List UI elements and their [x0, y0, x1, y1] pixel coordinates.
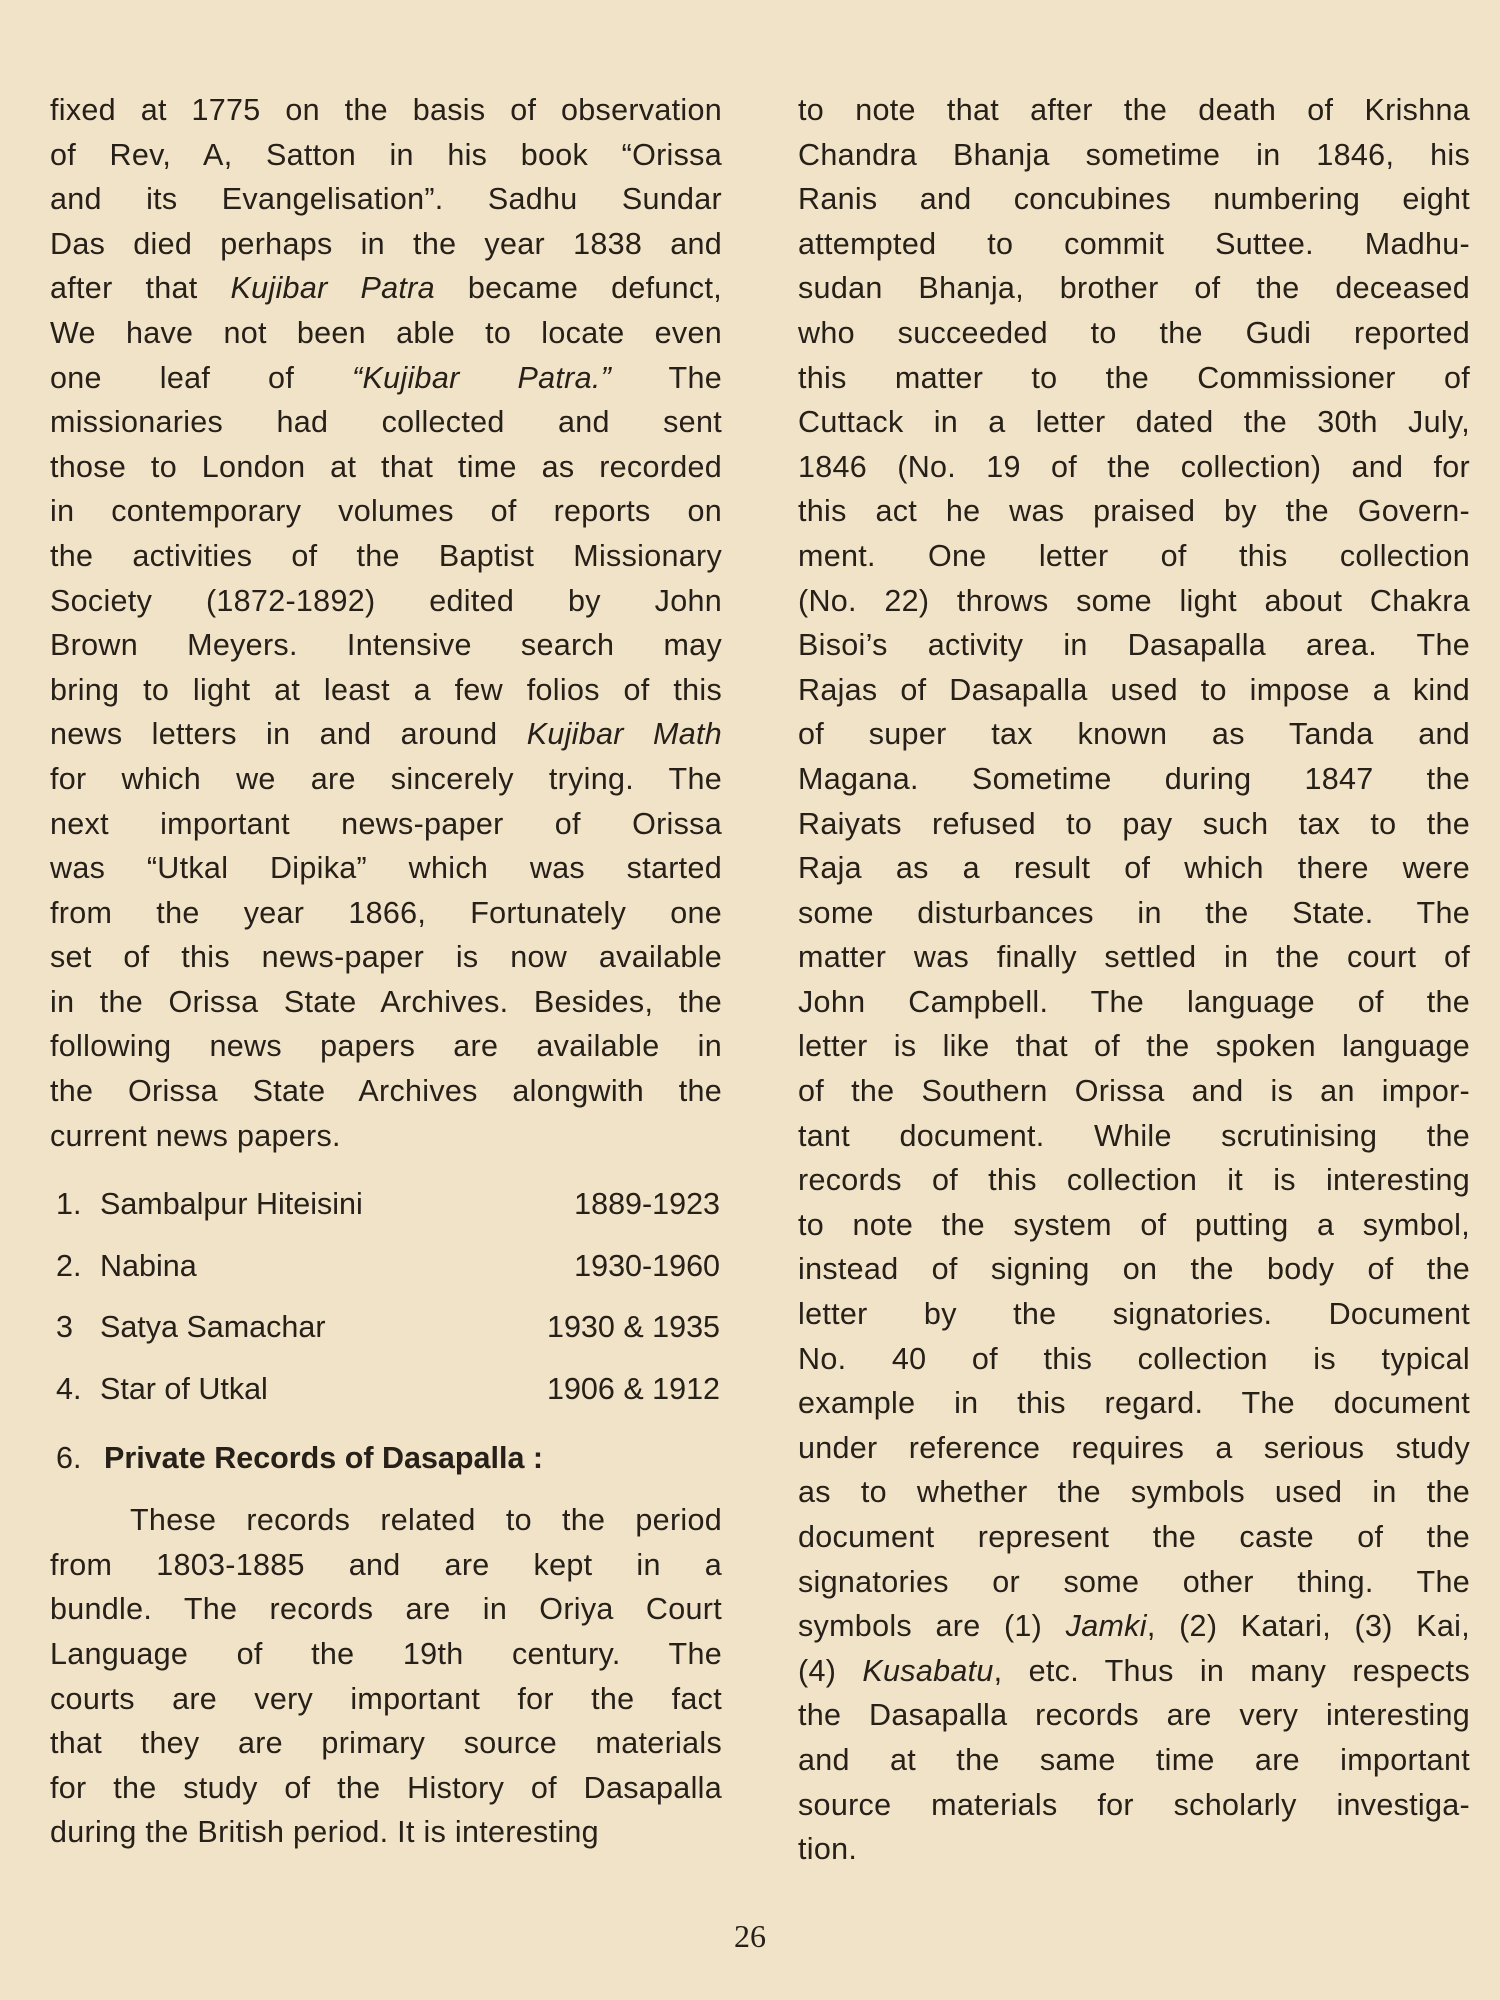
text-line: who succeeded to the Gudi reported: [798, 315, 1470, 350]
text-line: to note that after the death of Krishna: [798, 93, 1470, 127]
text-line: next important news-paper of Orissa: [50, 806, 722, 841]
text-line: courts are very important for the fact: [50, 1681, 722, 1716]
text-line: sudan Bhanja, brother of the deceased: [798, 271, 1470, 306]
text-line: Raiyats refused to pay such tax to the: [798, 806, 1470, 841]
newspaper-number: 4.: [56, 1371, 82, 1406]
text-line: following news papers are available in: [50, 1029, 722, 1064]
text-line: in the Orissa State Archives. Besides, the: [50, 984, 722, 1019]
text-fragment: became defunct,: [434, 271, 723, 306]
text-line: attempted to commit Suttee. Madhu-: [798, 226, 1470, 261]
text-line: [50, 266, 722, 311]
text-line: matter was finally settled in the court of: [798, 940, 1470, 975]
section-title: Private Records of Dasapalla :: [104, 1441, 544, 1476]
text-line: Ranis and concubines numbering eight: [798, 182, 1470, 217]
text-line: source materials for scholarly investiga-: [798, 1787, 1470, 1822]
text-line: Cuttack in a letter dated the 30th July,: [798, 405, 1470, 440]
text-line: that they are primary source materials: [50, 1726, 722, 1761]
text-line: from the year 1866, Fortunately one: [50, 895, 722, 930]
text-line: tion.: [798, 1832, 858, 1867]
text-line: [798, 1649, 1470, 1694]
text-line: letter by the signatories. Document: [798, 1297, 1470, 1332]
text-fragment: (4): [798, 1653, 863, 1688]
text-line: to note the system of putting a symbol,: [798, 1207, 1470, 1242]
text-fragment: after that: [50, 271, 231, 306]
text-line: 1846 (No. 19 of the collection) and for: [798, 449, 1470, 484]
text-fragment: , (2) Katari, (3) Kai,: [1146, 1609, 1470, 1644]
newspaper-row: [50, 1359, 722, 1421]
text-line: for which we are sincerely trying. The: [50, 761, 722, 796]
text-fragment: symbols are (1): [798, 1609, 1066, 1644]
text-line: We have not been able to locate even: [50, 315, 722, 350]
newspaper-number: 1.: [56, 1187, 82, 1222]
text-line: Rajas of Dasapalla used to impose a kind: [798, 672, 1470, 707]
text-fragment: one leaf of: [50, 360, 353, 395]
text-line: [798, 1604, 1470, 1649]
text-fragment: news letters in and around: [50, 717, 527, 752]
section-heading: [50, 1426, 722, 1490]
text-line: letter is like that of the spoken language: [798, 1029, 1470, 1064]
text-line: the Orissa State Archives alongwith the: [50, 1074, 722, 1109]
text-line: those to London at that time as recorded: [50, 449, 722, 484]
italic-term: Kujibar Patra: [230, 271, 435, 306]
text-line: [50, 712, 722, 757]
text-fragment: , etc. Thus in many respects: [993, 1653, 1471, 1688]
text-line: Bisoi’s activity in Dasapalla area. The: [798, 628, 1470, 663]
text-line: No. 40 of this collection is typical: [798, 1341, 1470, 1376]
text-line: John Campbell. The language of the: [798, 984, 1470, 1019]
text-line: Language of the 19th century. The: [50, 1637, 722, 1672]
text-line: was “Utkal Dipika” which was started: [50, 851, 722, 886]
text-line: tant document. While scrutinising the: [798, 1118, 1470, 1153]
text-line: this act he was praised by the Govern-: [798, 494, 1470, 529]
text-line: missionaries had collected and sent: [50, 405, 722, 440]
text-line: as to whether the symbols used in the: [798, 1475, 1470, 1510]
newspaper-row: [50, 1297, 722, 1359]
italic-term: “Kujibar Patra.”: [352, 360, 612, 395]
text-line: in contemporary volumes of reports on: [50, 494, 722, 529]
text-line: bring to light at least a few folios of this: [50, 672, 722, 707]
text-line: current news papers.: [50, 1118, 341, 1153]
text-line: [50, 356, 722, 401]
text-line: example in this regard. The document: [798, 1386, 1470, 1421]
text-line: bundle. The records are in Oriya Court: [50, 1592, 722, 1627]
section-number: 6.: [56, 1441, 82, 1476]
text-line: during the British period. It is interesting: [50, 1815, 599, 1850]
newspaper-row: [50, 1236, 722, 1298]
italic-term: Kujibar Math: [526, 717, 722, 752]
right-column: [798, 88, 1470, 1872]
text-line: ment. One letter of this collection: [798, 538, 1470, 573]
text-line: and its Evangelisation”. Sadhu Sundar: [50, 182, 722, 217]
newspaper-years: 1930-1960: [574, 1248, 720, 1283]
newspaper-name: Nabina: [100, 1248, 197, 1283]
text-line: of the Southern Orissa and is an impor-: [798, 1074, 1470, 1109]
text-line: this matter to the Commissioner of: [798, 360, 1470, 395]
text-line: document represent the caste of the: [798, 1520, 1470, 1554]
text-line: (No. 22) throws some light about Chakra: [798, 583, 1470, 618]
newspaper-years: 1906 & 1912: [547, 1371, 720, 1406]
section-paragraph: [50, 1498, 722, 1855]
newspaper-name: Star of Utkal: [100, 1371, 268, 1406]
text-line: Chandra Bhanja sometime in 1846, his: [798, 137, 1470, 172]
text-line: some disturbances in the State. The: [798, 895, 1470, 930]
text-line: Brown Meyers. Intensive search may: [50, 628, 722, 663]
text-line: and at the same time are important: [798, 1742, 1470, 1777]
text-line: of super tax known as Tanda and: [798, 717, 1470, 752]
text-line: Society (1872-1892) edited by John: [50, 583, 722, 618]
text-line: signatories or some other thing. The: [798, 1564, 1470, 1599]
text-line: the activities of the Baptist Missionary: [50, 538, 722, 573]
text-fragment: The: [611, 360, 722, 395]
text-line: records of this collection it is interesting: [798, 1163, 1470, 1198]
italic-term: Kusabatu: [862, 1653, 994, 1688]
newspaper-number: 3: [56, 1310, 73, 1345]
text-line: fixed at 1775 on the basis of observation: [50, 93, 722, 127]
newspaper-row: [50, 1174, 722, 1236]
italic-term: Jamki: [1065, 1609, 1147, 1644]
text-line: Das died perhaps in the year 1838 and: [50, 226, 722, 261]
text-line: from 1803-1885 and are kept in a: [50, 1547, 722, 1582]
newspaper-years: 1930 & 1935: [547, 1310, 720, 1345]
text-line: Magana. Sometime during 1847 the: [798, 761, 1470, 796]
newspaper-name: Satya Samachar: [100, 1310, 326, 1345]
newspaper-years: 1889-1923: [574, 1187, 720, 1222]
text-line: set of this news-paper is now available: [50, 940, 722, 975]
text-line: under reference requires a serious study: [798, 1430, 1470, 1465]
left-column: [50, 88, 722, 1855]
newspaper-list: [50, 1174, 722, 1420]
text-line: Raja as a result of which there were: [798, 851, 1470, 886]
newspaper-number: 2.: [56, 1248, 82, 1283]
text-line: for the study of the History of Dasapalla: [50, 1770, 722, 1805]
text-line: These records related to the period: [130, 1503, 722, 1538]
newspaper-name: Sambalpur Hiteisini: [100, 1187, 363, 1222]
page-number: 26: [734, 1918, 766, 1954]
left-intro-paragraph: [50, 88, 722, 1158]
text-line: the Dasapalla records are very interesting: [798, 1698, 1470, 1733]
text-line: of Rev, A, Satton in his book “Orissa: [50, 137, 722, 172]
text-line: instead of signing on the body of the: [798, 1252, 1470, 1287]
